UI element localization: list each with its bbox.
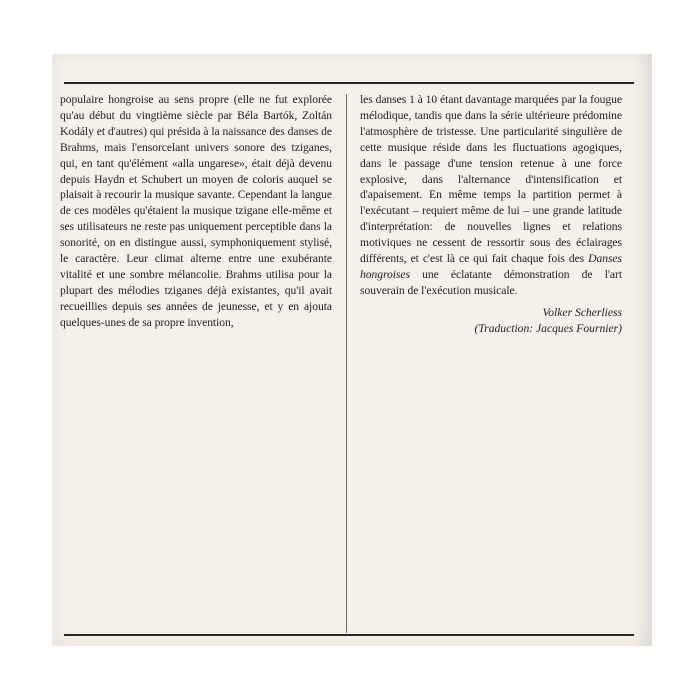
right-column	[360, 92, 622, 299]
left-column	[60, 92, 332, 331]
italic-work-title: Danses hongroises	[360, 252, 622, 281]
bottom-rule	[64, 634, 634, 636]
author-signature: Volker Scherliess	[542, 306, 622, 319]
top-rule	[64, 82, 634, 84]
left-column-text: populaire hongroise au sens propre (elle ne fut explorée qu'au début du vingtième siècle par Béla Bartók, Zoltán Kodály et d'autres) qui présida à la naissance des danses de Brahms, mais l'ensorcelant univers sonore des tziganes, qui, en tant qu'élément «alla ungarese», était déjà devenu depuis Haydn et Schubert un moyen de coloris auquel se plaisait à recourir la musique savante. Cependant la langue de ces modèles qu'étaient la musique tzigane elle-même et ses utilisateurs ne reste pas uniquement perceptible dans la sonorité, on en distingue aussi, symphoniquement stylisé, le caractère. Leur climat alterne entre une exubérante vitalité et une sombre mélancolie. Brahms utilisa pour la plupart des mélodies tziganes déjà existantes, qu'il avait recueillies depuis ses années de jeunesse, et y en ajouta quelques-unes de sa propre invention,	[60, 93, 332, 329]
right-column-text	[360, 92, 622, 299]
right-text-part-2: une éclatante démonstration de l'art souverain de l'exécution musicale.	[360, 267, 622, 297]
booklet-page	[52, 54, 652, 646]
column-divider	[346, 94, 347, 633]
right-text-part-1: les danses 1 à 10 étant davantage marquées par la fougue mélodique, tandis que dans la série ultérieure prédomine l'atmosphère de tristesse. Une particularité singulière de cette musique réside dans les fluctuations agogiques, dans le passage d'une tension retenue à une force explosive, dans l'alternance d'intensification et d'apaisement. En même temps la partition permet à l'exécutant – requiert même de lui – une grande latitude d'interprétation: de nouvelles lignes et relations motiviques ne cessent de ressortir sous des éclairages différents, et c'est là ce qui fait chaque fois des	[360, 93, 622, 266]
translator-credit: (Traduction: Jacques Fournier)	[474, 322, 622, 335]
